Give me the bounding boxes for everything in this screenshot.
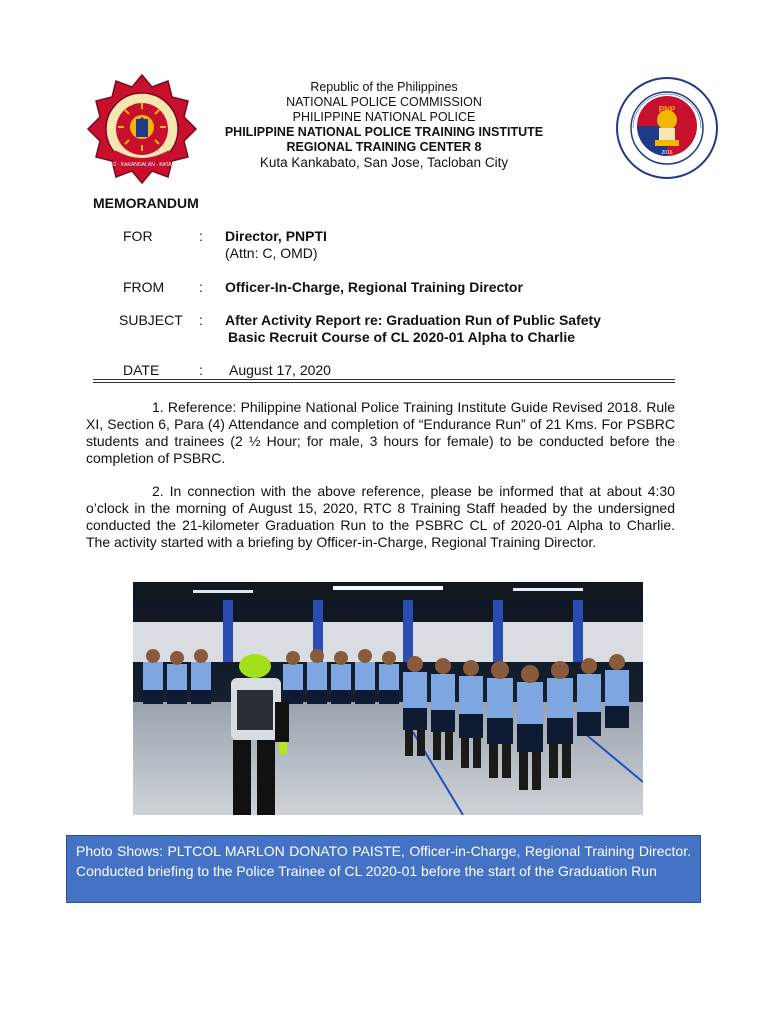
letterhead <box>180 80 588 171</box>
letterhead-pnp: PHILIPPINE NATIONAL POLICE <box>292 110 476 124</box>
date-colon: : <box>199 362 203 378</box>
pnpti-seal-logo <box>615 76 719 180</box>
for-attn: (Attn: C, OMD) <box>225 245 318 261</box>
subject-label: SUBJECT <box>119 312 183 328</box>
for-value: Director, PNPTI <box>225 228 327 244</box>
letterhead-republic: Republic of the Philippines <box>310 80 458 94</box>
paragraph-2: 2. In connection with the above reference, please be informed that at about 4:30 o’clock in the morning of August 15, 2020, RTC 8 Training Staff headed by the undersigned conducted the 21-kilometer Graduation Run to the PSBRC CL of 2020-01 Alpha to Charlie. The activity started with a briefing by Officer-in-Charge, Regional Training Director. <box>86 483 675 550</box>
letterhead-pnpti: PHILIPPINE NATIONAL POLICE TRAINING INSTITUTE <box>224 125 544 139</box>
left-seal-motto: SERBISYO · KARANGALAN · KATARUNGAN <box>90 162 194 168</box>
from-colon: : <box>199 279 203 295</box>
subject-line-1: After Activity Report re: Graduation Run of Public Safety <box>225 312 601 328</box>
letterhead-napolcom: NATIONAL POLICE COMMISSION <box>286 95 482 109</box>
date-value: August 17, 2020 <box>229 362 331 378</box>
right-seal-badge: PNP <box>658 105 676 114</box>
letterhead-rtc8: REGIONAL TRAINING CENTER 8 <box>286 140 482 154</box>
for-colon: : <box>199 228 203 244</box>
header-divider-bottom <box>93 382 675 383</box>
subject-colon: : <box>199 312 203 328</box>
for-label: FOR <box>123 228 153 244</box>
from-label: FROM <box>123 279 165 295</box>
photo-caption <box>66 835 701 903</box>
header-divider-top <box>93 379 675 380</box>
date-label: DATE <box>123 362 160 378</box>
letterhead-address: Kuta Kankabato, San Jose, Tacloban City <box>259 155 509 170</box>
subject-line-2: Basic Recruit Course of CL 2020-01 Alpha to Charlie <box>228 329 575 345</box>
paragraph-1: 1. Reference: Philippine National Police Training Institute Guide Revised 2018. Rule XI, Section 6, Para (4) Attendance and completion of “Endurance Run” of 21 Kms. For PSBRC students and trainees (2 ½ Hour; for male, 3 hours for female) to be conducted before the completion of PSBRC. <box>86 399 675 466</box>
photo-caption-text: Photo Shows: PLTCOL MARLON DONATO PAISTE, Officer-in-Charge, Regional Training Director. Conducted briefing to the Police Trainee of CL 2020-01 before the start of the Graduation Run <box>76 843 691 879</box>
from-value: Officer-In-Charge, Regional Training Director <box>225 279 523 295</box>
graduation-run-photo <box>133 582 643 815</box>
memo-title: MEMORANDUM <box>93 195 199 211</box>
right-seal-year: 2016 <box>661 150 673 156</box>
